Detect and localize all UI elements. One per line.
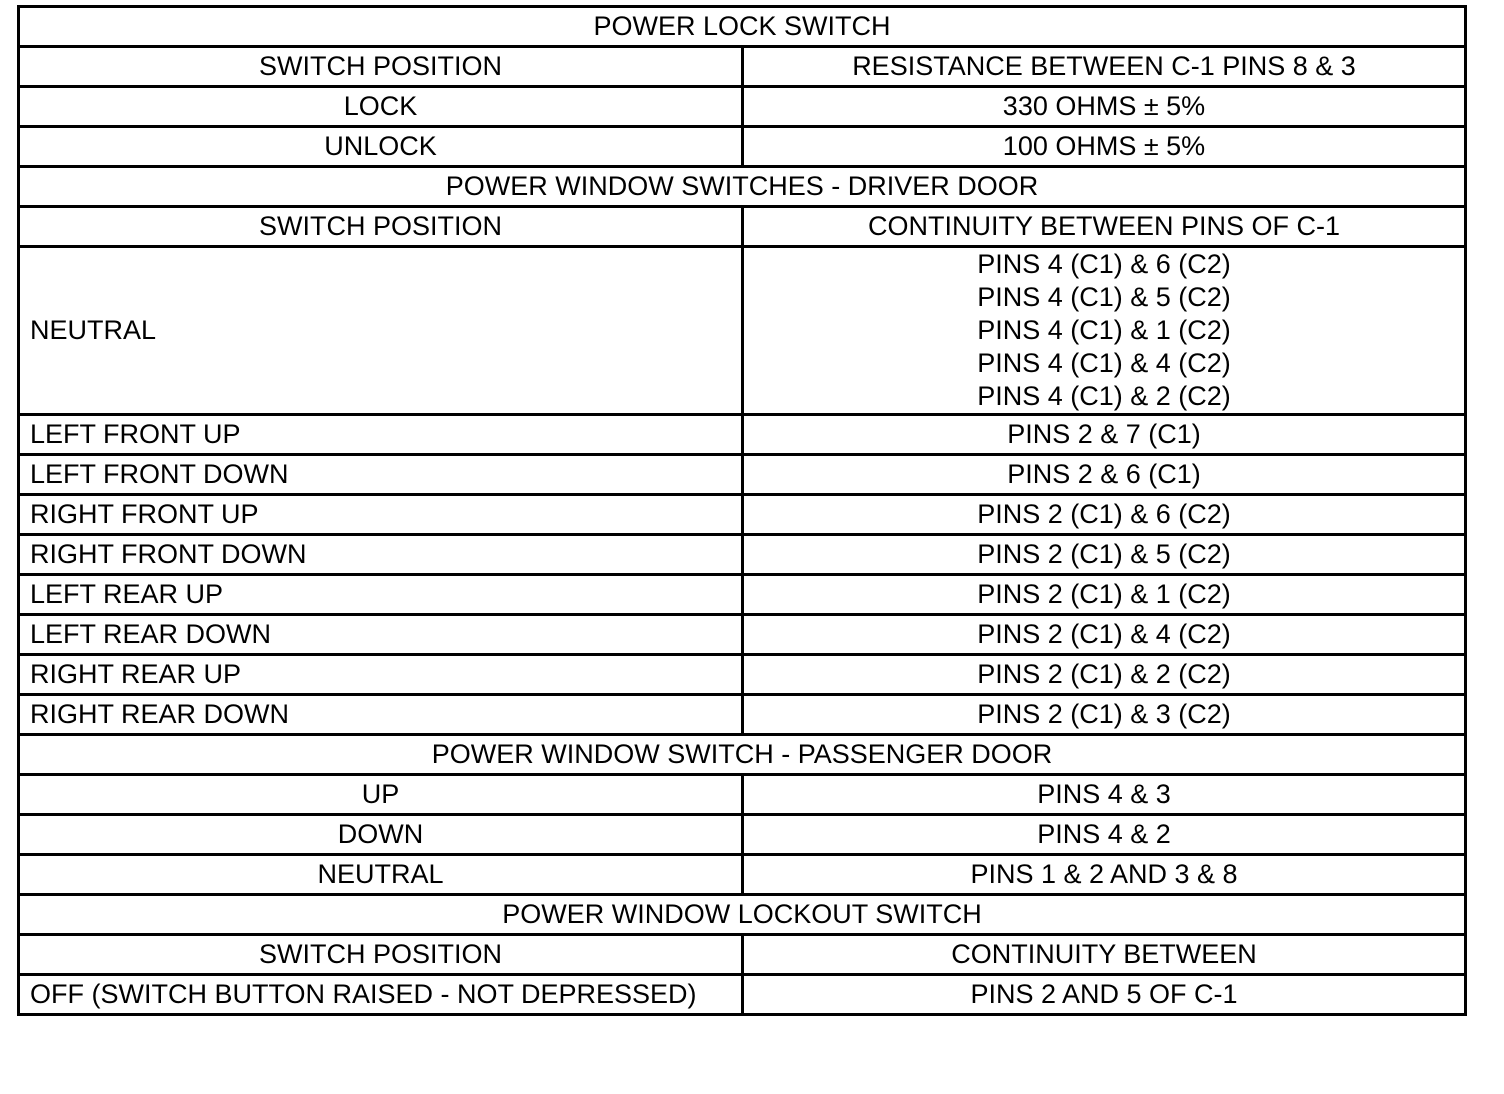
section-title-row — [19, 895, 1466, 935]
column-header-position: SWITCH POSITION — [19, 47, 743, 87]
value-line: PINS 4 (C1) & 1 (C2) — [977, 315, 1231, 345]
position-cell: RIGHT FRONT DOWN — [19, 535, 743, 575]
table-row — [19, 575, 1466, 615]
column-header-position: SWITCH POSITION — [19, 207, 743, 247]
power-lock-title: POWER LOCK SWITCH — [19, 7, 1466, 47]
value-cell: PINS 2 (C1) & 6 (C2) — [743, 495, 1466, 535]
section-title-row — [19, 735, 1466, 775]
table-row — [19, 695, 1466, 735]
position-cell: RIGHT REAR UP — [19, 655, 743, 695]
table-row — [19, 455, 1466, 495]
position-cell: RIGHT REAR DOWN — [19, 695, 743, 735]
position-cell: LEFT REAR DOWN — [19, 615, 743, 655]
value-cell: PINS 2 (C1) & 1 (C2) — [743, 575, 1466, 615]
table-row — [19, 247, 1466, 415]
section-title-row — [19, 167, 1466, 207]
value-cell-multiline — [743, 247, 1466, 415]
table-row — [19, 535, 1466, 575]
lockout-title: POWER WINDOW LOCKOUT SWITCH — [19, 895, 1466, 935]
value-cell: PINS 1 & 2 AND 3 & 8 — [743, 855, 1466, 895]
table-row — [19, 615, 1466, 655]
table-row — [19, 975, 1466, 1015]
driver-door-title: POWER WINDOW SWITCHES - DRIVER DOOR — [19, 167, 1466, 207]
column-header-resistance: RESISTANCE BETWEEN C-1 PINS 8 & 3 — [743, 47, 1466, 87]
table-row — [19, 127, 1466, 167]
value-line: PINS 4 (C1) & 4 (C2) — [977, 348, 1231, 378]
table-row — [19, 495, 1466, 535]
position-cell: OFF (SWITCH BUTTON RAISED - NOT DEPRESSED) — [19, 975, 743, 1015]
passenger-door-title: POWER WINDOW SWITCH - PASSENGER DOOR — [19, 735, 1466, 775]
position-cell: LEFT REAR UP — [19, 575, 743, 615]
value-cell: 330 OHMS ± 5% — [743, 87, 1466, 127]
value-cell: PINS 2 (C1) & 4 (C2) — [743, 615, 1466, 655]
value-cell: PINS 2 & 6 (C1) — [743, 455, 1466, 495]
value-cell: PINS 2 & 7 (C1) — [743, 415, 1466, 455]
table-row — [19, 775, 1466, 815]
value-line: PINS 4 (C1) & 6 (C2) — [977, 249, 1231, 279]
value-line: PINS 4 (C1) & 5 (C2) — [977, 282, 1231, 312]
table-row — [19, 855, 1466, 895]
header-row — [19, 935, 1466, 975]
column-header-continuity: CONTINUITY BETWEEN — [743, 935, 1466, 975]
header-row — [19, 47, 1466, 87]
position-cell: DOWN — [19, 815, 743, 855]
position-cell: NEUTRAL — [19, 247, 743, 415]
position-cell: RIGHT FRONT UP — [19, 495, 743, 535]
column-header-continuity: CONTINUITY BETWEEN PINS OF C-1 — [743, 207, 1466, 247]
table-row — [19, 815, 1466, 855]
value-cell: PINS 4 & 2 — [743, 815, 1466, 855]
value-cell: 100 OHMS ± 5% — [743, 127, 1466, 167]
value-line: PINS 4 (C1) & 2 (C2) — [977, 381, 1231, 411]
value-cell: PINS 2 (C1) & 5 (C2) — [743, 535, 1466, 575]
value-cell: PINS 4 & 3 — [743, 775, 1466, 815]
section-title-row — [19, 7, 1466, 47]
table-row — [19, 655, 1466, 695]
table-row — [19, 87, 1466, 127]
table-row — [19, 415, 1466, 455]
position-cell: LEFT FRONT UP — [19, 415, 743, 455]
column-header-position: SWITCH POSITION — [19, 935, 743, 975]
position-cell: LOCK — [19, 87, 743, 127]
value-cell: PINS 2 (C1) & 2 (C2) — [743, 655, 1466, 695]
value-cell: PINS 2 AND 5 OF C-1 — [743, 975, 1466, 1015]
position-cell: UP — [19, 775, 743, 815]
switch-test-table — [17, 5, 1467, 1016]
position-cell: LEFT FRONT DOWN — [19, 455, 743, 495]
position-cell: NEUTRAL — [19, 855, 743, 895]
header-row — [19, 207, 1466, 247]
value-cell: PINS 2 (C1) & 3 (C2) — [743, 695, 1466, 735]
position-cell: UNLOCK — [19, 127, 743, 167]
